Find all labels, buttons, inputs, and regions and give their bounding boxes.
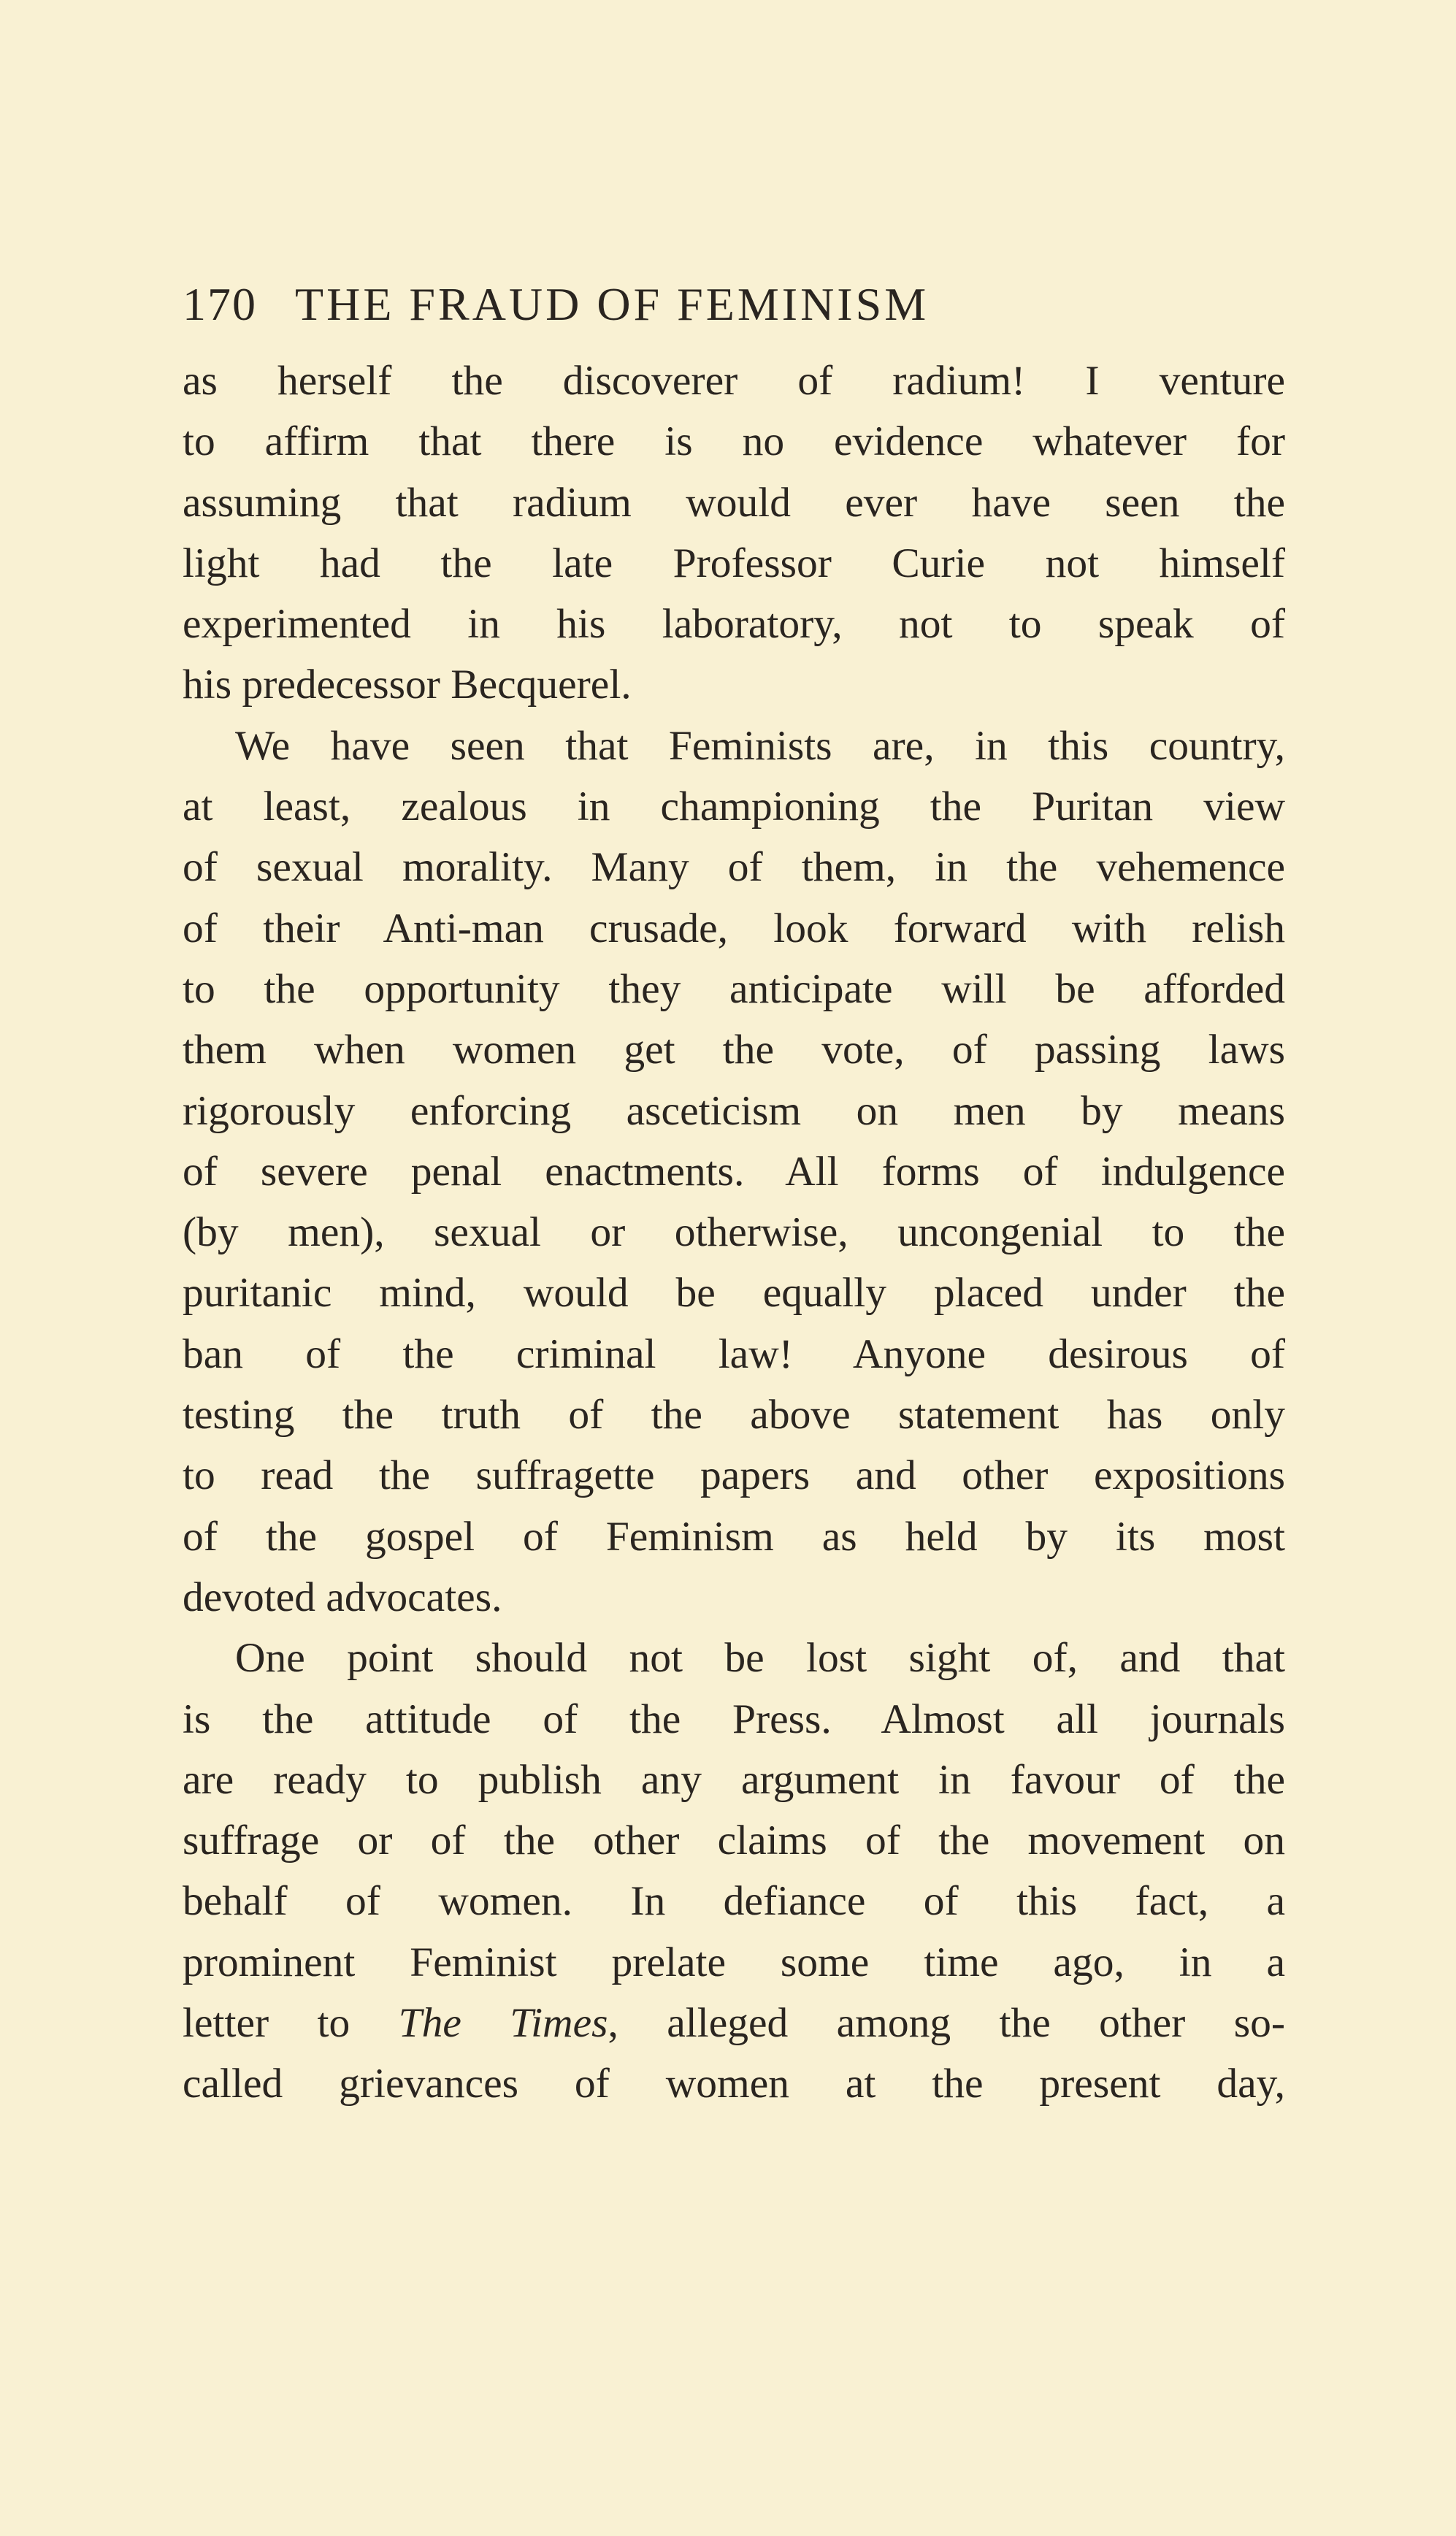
text-line: is the attitude of the Press. Almost all journals <box>183 1696 1285 1742</box>
text-line: We have seen that Feminists are, in this country, <box>235 722 1285 769</box>
text-line: of sexual morality. Many of them, in the vehemence <box>183 844 1285 891</box>
text-line: as herself the discoverer of radium! I venture <box>183 358 1285 404</box>
text-span: letter to <box>183 2000 399 2047</box>
text-line: are ready to publish any argument in favour of the <box>183 1756 1285 1803</box>
book-page <box>183 277 1285 2115</box>
text-line: prominent Feminist prelate some time ago, in a <box>183 1939 1285 1985</box>
text-line: rigorously enforcing asceticism on men by means <box>183 1087 1285 1134</box>
paragraph-2 <box>183 716 1285 1628</box>
running-head <box>183 277 1285 350</box>
text-line: to affirm that there is no evidence whatever for <box>183 418 1285 465</box>
text-line: devoted advocates. <box>183 1574 502 1620</box>
paragraph-3 <box>183 1628 1285 2114</box>
text-span: , alleged among the other so- <box>608 2000 1285 2047</box>
text-line: assuming that radium would ever have seen the <box>183 479 1285 526</box>
text-line: One point should not be lost sight of, and that <box>235 1635 1285 1682</box>
text-line: experimented in his laboratory, not to speak of <box>183 601 1285 648</box>
text-line-with-italic <box>183 1993 1285 2053</box>
text-line: (by men), sexual or otherwise, uncongenial to the <box>183 1209 1285 1256</box>
page-number: 170 <box>183 278 257 330</box>
text-line: them when women get the vote, of passing laws <box>183 1027 1285 1073</box>
text-line: to read the suffragette papers and other expositions <box>183 1452 1285 1499</box>
body-text <box>183 350 1285 2115</box>
text-line: of the gospel of Feminism as held by its most <box>183 1513 1285 1560</box>
text-line: light had the late Professor Curie not himself <box>183 540 1285 586</box>
text-line: suffrage or of the other claims of the movement on <box>183 1817 1285 1864</box>
text-line: puritanic mind, would be equally placed under the <box>183 1270 1285 1317</box>
text-line: to the opportunity they anticipate will be afforded <box>183 965 1285 1012</box>
text-line: of their Anti-man crusade, look forward with relish <box>183 905 1285 951</box>
text-line: called grievances of women at the present day, <box>183 2061 1285 2107</box>
running-title: THE FRAUD OF FEMINISM <box>295 278 930 330</box>
text-line: behalf of women. In defiance of this fact, a <box>183 1878 1285 1925</box>
paragraph-1 <box>183 350 1285 716</box>
text-line: ban of the criminal law! Anyone desirous of <box>183 1330 1285 1377</box>
text-line: at least, zealous in championing the Puritan view <box>183 784 1285 830</box>
text-line: his predecessor Becquerel. <box>183 662 632 708</box>
italic-title: The Times <box>398 2000 608 2047</box>
text-line: testing the truth of the above statement has only <box>183 1392 1285 1439</box>
text-line: of severe penal enactments. All forms of indulgence <box>183 1148 1285 1195</box>
